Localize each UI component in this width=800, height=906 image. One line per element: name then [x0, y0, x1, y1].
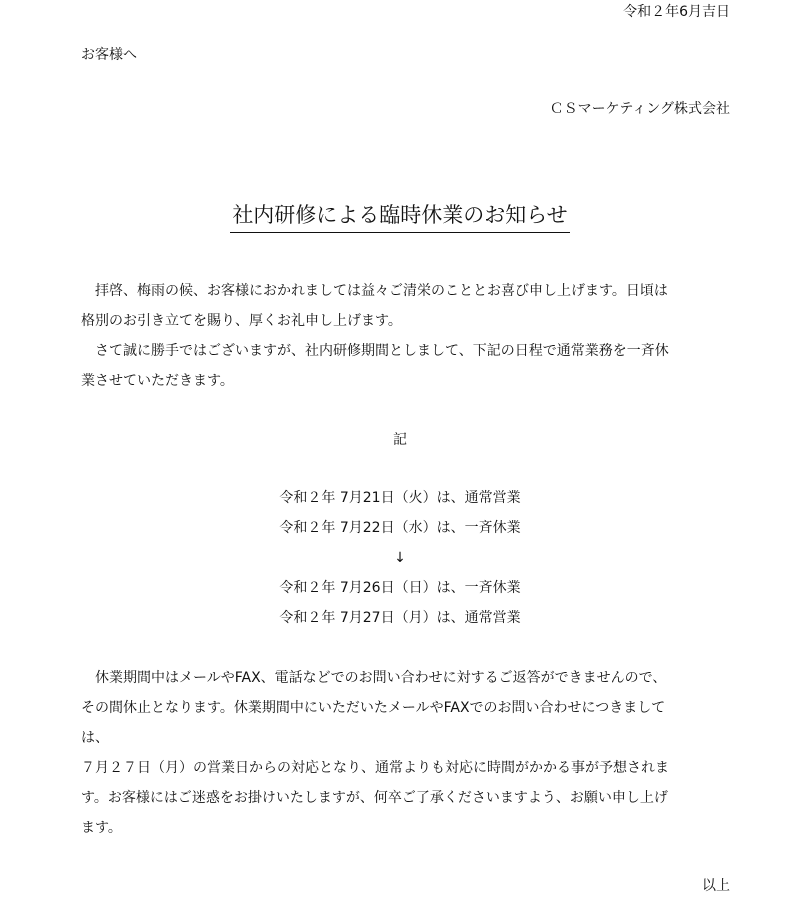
body-line: 拝啓、梅雨の候、お客様におかれましては益々ご清栄のこととお喜び申し上げます。日頃は	[81, 283, 668, 299]
down-arrow-icon: ↓	[394, 550, 406, 566]
schedule-row: 令和２年 7月22日（水）は、一斉休業	[279, 520, 521, 536]
ki-heading: 記	[393, 432, 407, 448]
document-title: 社内研修による臨時休業のお知らせ	[230, 201, 569, 233]
document-date: 令和２年6月吉日	[623, 4, 730, 20]
notice-line: ます。	[81, 820, 122, 836]
sender-company: ＣＳマーケティング株式会社	[549, 101, 730, 117]
body-line: 業させていただきます。	[81, 373, 234, 389]
closing-remark: 以上	[702, 878, 730, 894]
schedule-row: 令和２年 7月27日（月）は、通常営業	[279, 610, 521, 626]
notice-line: 休業期間中はメールやFAX、電話などでのお問い合わせに対するご返答ができませんので、	[81, 670, 667, 686]
notice-line: は、	[81, 730, 109, 746]
notice-line: ７月２７日（月）の営業日からの対応となり、通常よりも対応に時間がかかる事が予想されま	[81, 760, 669, 776]
body-line: さて誠に勝手ではございますが、社内研修期間としまして、下記の日程で通常業務を一斉休	[81, 343, 669, 359]
body-line: 格別のお引き立てを賜り、厚くお礼申し上げます。	[81, 313, 402, 329]
schedule-row: 令和２年 7月26日（日）は、一斉休業	[279, 580, 521, 596]
notice-line: す。お客様にはご迷惑をお掛けいたしますが、何卒ご了承くださいますよう、お願い申し上げ	[81, 790, 668, 806]
title-container	[0, 201, 800, 233]
notice-line: その間休止となります。休業期間中にいただいたメールやFAXでのお問い合わせにつきまして	[81, 700, 666, 716]
addressee: お客様へ	[81, 47, 137, 63]
schedule-row: 令和２年 7月21日（火）は、通常営業	[279, 490, 521, 506]
